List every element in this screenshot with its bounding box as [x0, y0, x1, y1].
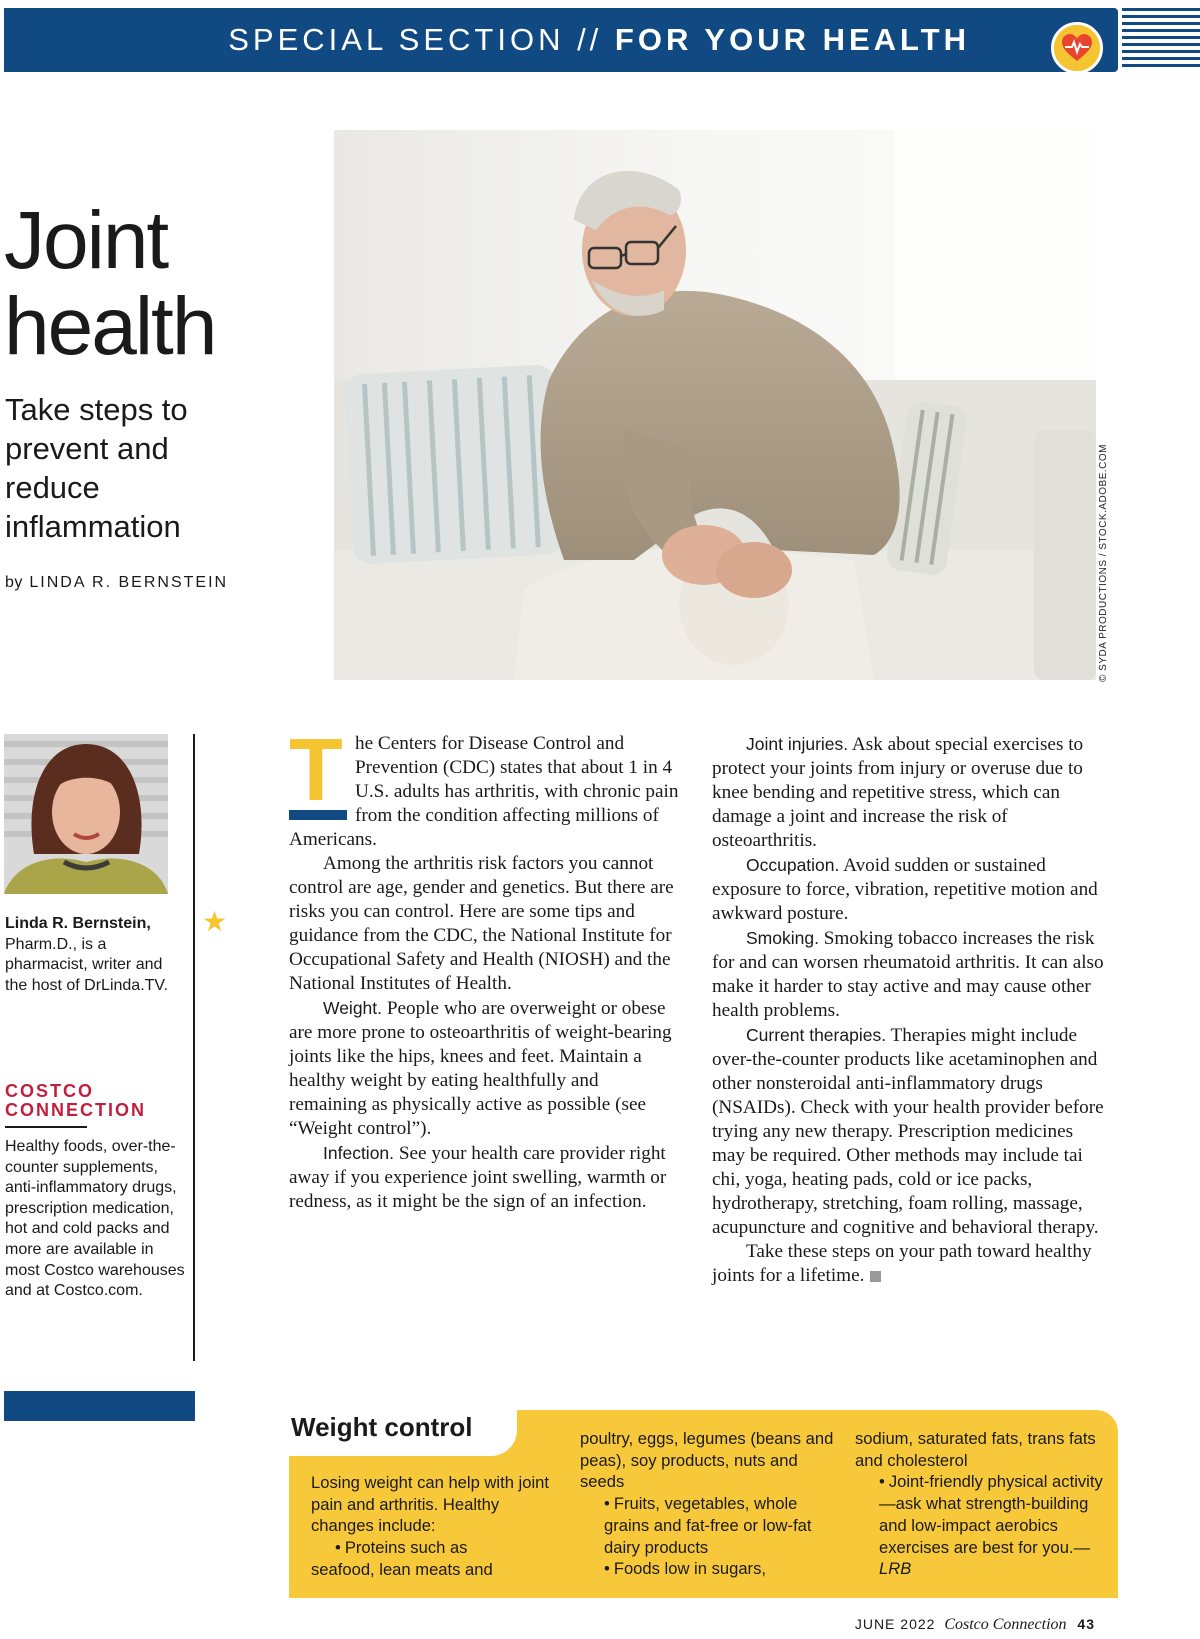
paragraph-joint-injuries [712, 732, 1107, 853]
weight-control-column-3 [855, 1428, 1105, 1580]
injuries-text: Ask about special exercises to protect your joints from injury or overuse due to knee bending and repetitive stress, which can damage a joint and increase the risk of osteoarthritis. [712, 734, 1084, 851]
author-description: Pharm.D., is a pharmacist, writer and the host of DrLinda.TV. [5, 935, 169, 994]
heart-pulse-icon [1051, 22, 1103, 74]
article-column-1 [289, 720, 679, 1214]
paragraph-weight [289, 996, 679, 1141]
costco-connection-heading [5, 1082, 175, 1120]
injuries-lead: Joint injuries. [746, 734, 849, 754]
title-line-2: health [4, 281, 216, 372]
wc-bullet-fruits: • Fruits, vegetables, whole grains and fat-free or low-fat dairy products [580, 1493, 840, 1558]
wc-signature: —LRB [879, 1537, 1091, 1579]
article-column-2 [712, 732, 1107, 1288]
decorative-blue-bar [4, 1391, 195, 1421]
therapies-text: Therapies might include over-the-counter products like acetaminophen and other nonsteroidal anti-inflammatory drugs (NSAIDs). Check with your health provider before trying any new therapy. Prescription medicines may be required. Other methods may include tai chi, yoga, heating pads, cold or ice packs, hydrotherapy, stretching, foam rolling, massage, acupuncture and cognitive and behavioral therapy. [712, 1025, 1104, 1238]
wc-bullet-proteins-end: poultry, eggs, legumes (beans and peas), soy products, nuts and seeds [580, 1429, 834, 1492]
paragraph-intro: he Centers for Disease Control and Prevention (CDC) states that about 1 in 4 U.S. adults has arthritis, with chronic pain from the condition affecting millions of Americans. [289, 733, 679, 850]
therapies-lead: Current therapies. [746, 1025, 887, 1045]
paragraph-closing [712, 1240, 1107, 1288]
weight-text: People who are overweight or obese are more prone to osteoarthritis of weight-bearing joints like the hips, knees and feet. Maintain a healthy weight by eating healthfully and remaining as physically active as possible (see “Weight control”). [289, 998, 672, 1139]
infection-lead: Infection. [323, 1143, 395, 1163]
byline [5, 574, 228, 592]
article-title [4, 195, 216, 372]
smoking-text: Smoking tobacco increases the risk for and can worsen rheumatoid arthritis. It can also make it harder to stay active and may cause other health problems. [712, 928, 1104, 1021]
star-icon: ★ [202, 906, 228, 937]
article-subtitle: Take steps to prevent and reduce inflammation [5, 392, 188, 544]
section-name: FOR YOUR HEALTH [614, 22, 970, 57]
end-mark-icon [870, 1271, 881, 1282]
photo-credit: © SYDA PRODUCTIONS / STOCK.ADOBE.COM [1098, 444, 1109, 682]
byline-name: LINDA R. BERNSTEIN [29, 574, 229, 591]
weight-control-title: Weight control [291, 1412, 473, 1442]
author-photo [4, 734, 168, 894]
byline-prefix: by [5, 574, 23, 591]
section-banner [4, 8, 1118, 72]
author-bio [5, 914, 185, 996]
smoking-lead: Smoking. [746, 928, 819, 948]
footer-magazine: Costco Connection [944, 1616, 1067, 1633]
section-label: SPECIAL SECTION // [228, 22, 603, 57]
footer-date: JUNE 2022 [854, 1616, 936, 1632]
paragraph-occupation [712, 853, 1107, 926]
cc-heading-line2: CONNECTION [5, 1100, 146, 1120]
wc-intro: Losing weight can help with joint pain and arthritis. Healthy changes include: [311, 1473, 549, 1536]
weight-control-column-1 [311, 1472, 551, 1581]
section-title [228, 22, 970, 58]
cc-heading-line1: COSTCO [5, 1081, 95, 1101]
author-name: Linda R. Bernstein, [5, 915, 151, 932]
paragraph-therapies [712, 1023, 1107, 1240]
cc-rule [5, 1126, 87, 1128]
closing-text: Take these steps on your path toward healthy joints for a lifetime. [712, 1241, 1092, 1286]
weight-lead: Weight. [323, 998, 383, 1018]
wc-bullet-activity [855, 1471, 1105, 1580]
decorative-stripes [1122, 8, 1200, 72]
paragraph-risk-factors: Among the arthritis risk factors you cannot control are age, gender and genetics. But there are risks you can control. Here are some tips and guidance from the CDC, the National Institute for Occupational Safety and Health (NIOSH) and the National Institutes of Health. [289, 853, 674, 994]
wc-bullet-foods-low-start: • Foods low in sugars, [580, 1558, 840, 1580]
title-line-1: Joint [4, 195, 168, 286]
page-footer [855, 1616, 1095, 1634]
wc-bullet-proteins-start: • Proteins such as [311, 1537, 551, 1559]
occupation-text: Avoid sudden or sustained exposure to force, vibration, repetitive motion and awkward posture. [712, 855, 1098, 924]
occupation-lead: Occupation. [746, 855, 840, 875]
wc-bullet-foods-low-end: sodium, saturated fats, trans fats and cholesterol [855, 1429, 1096, 1470]
hero-photo-man-holding-knee [334, 130, 1096, 680]
sidebar-divider [193, 734, 195, 1361]
drop-cap: T [289, 734, 347, 820]
weight-control-column-2 [580, 1428, 840, 1580]
wc-activity-text: Joint-friendly physical activity—ask what strength-building and low-impact aerobics exercises are best for you. [879, 1472, 1103, 1557]
page-number: 43 [1077, 1616, 1095, 1632]
infection-text: See your health care provider right away if you experience joint swelling, warmth or redness, as it might be the sign of an infection. [289, 1143, 667, 1212]
paragraph-smoking [712, 926, 1107, 1023]
paragraph-infection [289, 1141, 679, 1214]
costco-connection-body: Healthy foods, over-the-counter supplements, anti-inflammatory drugs, prescription medication, hot and cold packs and more are available in most Costco warehouses and at Costco.com. [5, 1138, 185, 1300]
wc-bullet-proteins-cont: seafood, lean meats and [311, 1559, 493, 1579]
